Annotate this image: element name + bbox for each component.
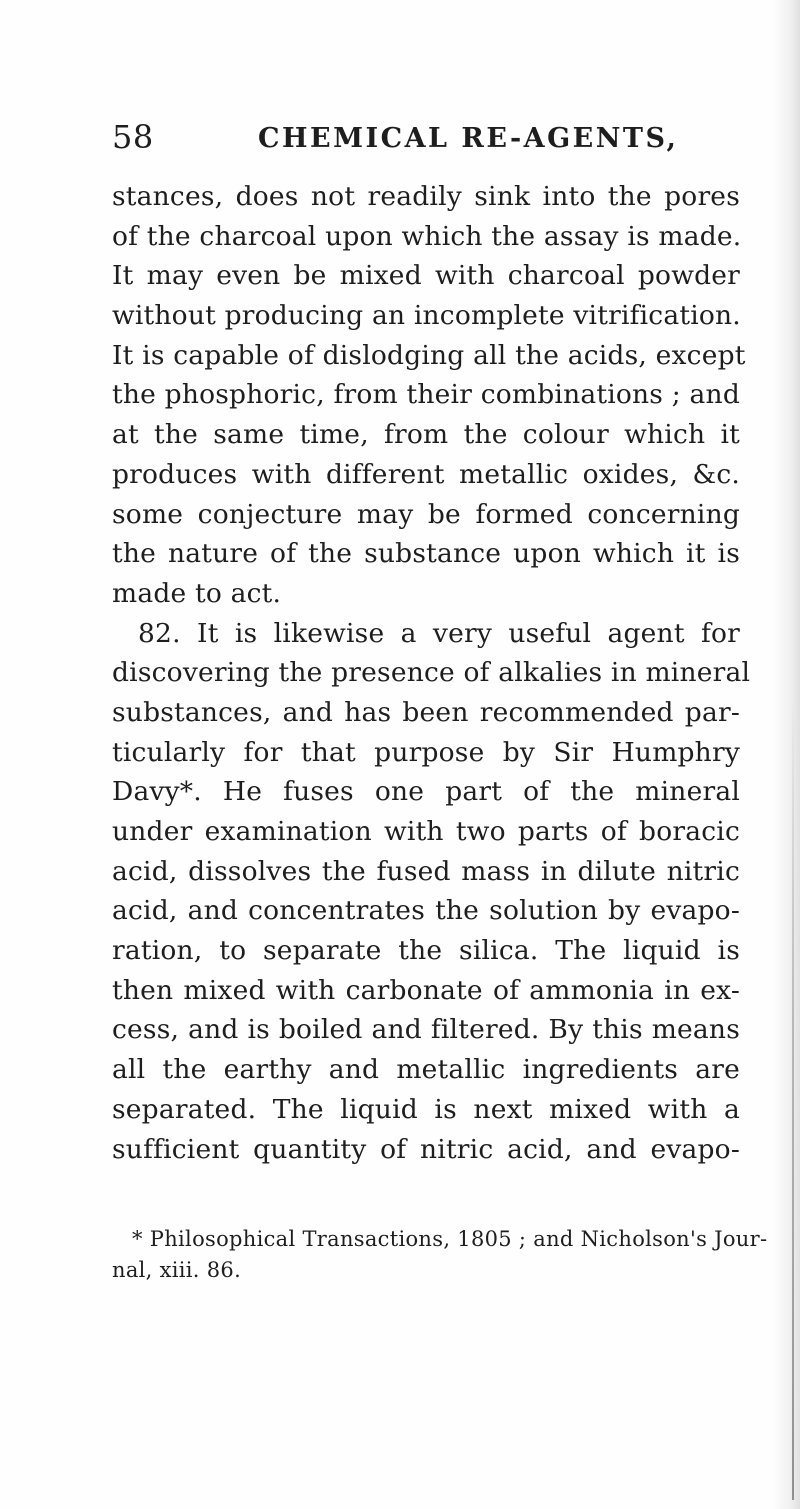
text-line: Davy*. He fuses one part of the mineral <box>112 776 740 808</box>
text-line: cess, and is boiled and filtered. By this means <box>112 1014 740 1046</box>
text-line: then mixed with carbonate of ammonia in ex- <box>112 974 740 1006</box>
text-line: substances, and has been recommended par- <box>112 696 740 728</box>
footnote <box>112 1224 768 1286</box>
paragraph-end-line: made to act. <box>112 577 282 609</box>
page-gutter-shadow <box>772 0 800 1509</box>
text-line: acid, and concentrates the solution by evapo- <box>112 895 740 927</box>
text-line: under examination with two parts of boracic <box>112 816 740 847</box>
text-line: the nature of the substance upon which it is <box>112 538 740 570</box>
body-text <box>112 177 751 1169</box>
text-line: at the same time, from the colour which it <box>112 419 740 451</box>
text-line: without producing an incomplete vitrification. <box>112 300 741 332</box>
text-line: It may even be mixed with charcoal powder <box>112 260 740 292</box>
text-line: acid, dissolves the fused mass in dilute nitric <box>112 855 740 887</box>
text-line: stances, does not readily sink into the pores <box>112 181 740 212</box>
footnote-line: * Philosophical Transactions, 1805 ; and Nicholson's Jour- <box>132 1227 768 1251</box>
running-head <box>112 117 712 157</box>
page-number: 58 <box>112 118 154 156</box>
text-line: all the earthy and metallic ingredients are <box>112 1054 740 1086</box>
paragraph-start-line: 82. It is likewise a very useful agent for <box>138 617 740 649</box>
text-line: produces with different metallic oxides, &c. <box>112 458 740 490</box>
page-edge-line <box>792 700 794 1500</box>
text-line: ration, to separate the silica. The liquid is <box>112 935 740 967</box>
running-title: CHEMICAL RE-AGENTS, <box>258 123 679 154</box>
text-line: discovering the presence of alkalies in mineral <box>112 657 751 689</box>
text-line: some conjecture may be formed concerning <box>112 498 740 530</box>
text-line: sufficient quantity of nitric acid, and evapo- <box>112 1133 740 1165</box>
footnote-line: nal, xiii. 86. <box>112 1258 242 1282</box>
text-line: It is capable of dislodging all the acids, except <box>112 339 746 371</box>
text-line: ticularly for that purpose by Sir Humphry <box>112 736 740 768</box>
text-line: of the charcoal upon which the assay is made. <box>112 220 742 252</box>
text-line: the phosphoric, from their combinations ; and <box>112 379 740 411</box>
text-line: separated. The liquid is next mixed with a <box>112 1093 740 1125</box>
